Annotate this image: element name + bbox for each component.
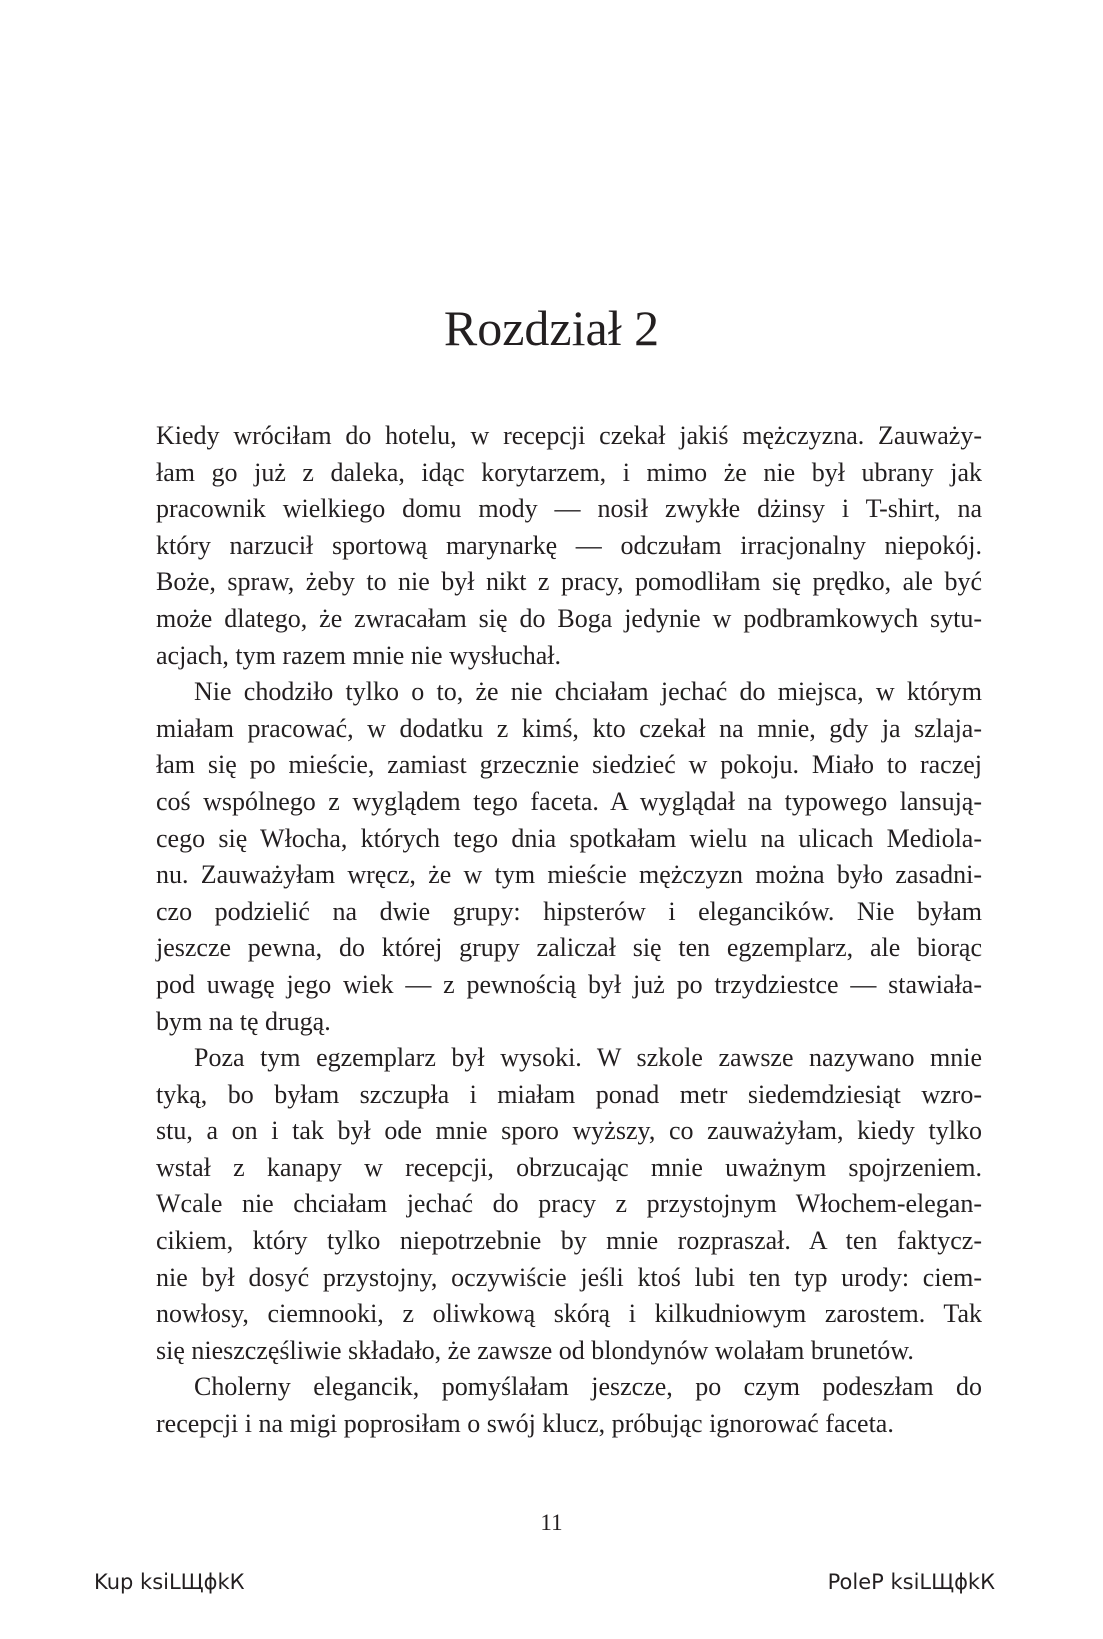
text-line: bym na tę drugą.	[156, 1006, 331, 1036]
chapter-title: Rozdział 2	[443, 300, 660, 356]
paragraph	[156, 418, 982, 674]
text-line: jeszcze pewna, do której grupy zaliczał się ten egzemplarz, ale biorąc	[156, 933, 982, 963]
recommend-book-link[interactable]: PoleP ksiLЩϕkК	[827, 1570, 995, 1594]
text-line: się nieszczęśliwie składało, że zawsze od blondynów wolałam brunetów.	[156, 1335, 914, 1365]
text-line: acjach, tym razem mnie nie wysłuchał.	[156, 640, 562, 670]
text-line: Kiedy wróciłam do hotelu, w recepcji czekał jakiś mężczyzna. Zauważy-	[156, 421, 982, 450]
chapter-body-text	[156, 418, 982, 1443]
buy-book-link[interactable]: Kup ksiLЩϕkК	[94, 1570, 245, 1594]
text-line: pracownik wielkiego domu mody — nosił zwykłe dżinsy i T-shirt, na	[156, 494, 982, 524]
text-line: nowłosy, ciemnooki, z oliwkową skórą i kilkudniowym zarostem. Tak	[156, 1299, 982, 1329]
text-line: Poza tym egzemplarz był wysoki. W szkole zawsze nazywano mnie	[194, 1043, 982, 1073]
text-line: łam się po mieście, zamiast grzecznie siedzieć w pokoju. Miało to raczej	[156, 750, 982, 780]
text-line: który narzucił sportową marynarkę — odczułam irracjonalny niepokój.	[156, 530, 982, 560]
text-line: miałam pracować, w dodatku z kimś, kto czekał na mnie, gdy ja szlaja-	[156, 713, 982, 743]
text-line: Nie chodziło tylko o to, że nie chciałam jechać do miejsca, w którym	[194, 677, 982, 707]
text-line: wstał z kanapy w recepcji, obrzucając mnie uważnym spojrzeniem.	[156, 1152, 982, 1182]
text-line: cego się Włocha, których tego dnia spotkałam wielu na ulicach Mediola-	[156, 823, 982, 853]
paragraph	[156, 674, 982, 1040]
text-line: stu, a on i tak był ode mnie sporo wyższy, co zauważyłam, kiedy tylko	[156, 1116, 982, 1146]
text-line: może dlatego, że zwracałam się do Boga jedynie w podbramkowych sytu-	[156, 603, 982, 633]
text-line: cikiem, który tylko niepotrzebnie by mnie rozpraszał. A ten faktycz-	[156, 1226, 982, 1256]
text-line: tyką, bo byłam szczupła i miałam ponad metr siedemdziesiąt wzro-	[156, 1079, 982, 1109]
text-line: recepcji i na migi poprosiłam o swój klucz, próbując ignorować faceta.	[156, 1409, 894, 1439]
text-line: łam go już z daleka, idąc korytarzem, i mimo że nie był ubrany jak	[156, 457, 982, 487]
text-line: nie był dosyć przystojny, oczywiście jeśli ktoś lubi ten typ urody: ciem-	[156, 1262, 982, 1292]
text-line: czo podzielić na dwie grupy: hipsterów i elegancików. Nie byłam	[156, 896, 982, 926]
paragraph	[156, 1369, 982, 1442]
text-line: coś wspólnego z wyglądem tego faceta. A wyglądał na typowego lansują-	[156, 786, 982, 816]
text-line: Wcale nie chciałam jechać do pracy z przystojnym Włochem-elegan-	[156, 1189, 982, 1219]
paragraph	[156, 1040, 982, 1369]
text-line: Cholerny elegancik, pomyślałam jeszcze, po czym podeszłam do	[194, 1372, 982, 1402]
text-line: Boże, spraw, żeby to nie był nikt z pracy, pomodliłam się prędko, ale być	[156, 567, 982, 597]
text-line: nu. Zauważyłam wręcz, że w tym mieście mężczyzn można było zasadni-	[156, 860, 982, 890]
text-line: pod uwagę jego wiek — z pewnością był już po trzydziestce — stawiała-	[156, 969, 982, 999]
page-number: 11	[540, 1510, 563, 1535]
